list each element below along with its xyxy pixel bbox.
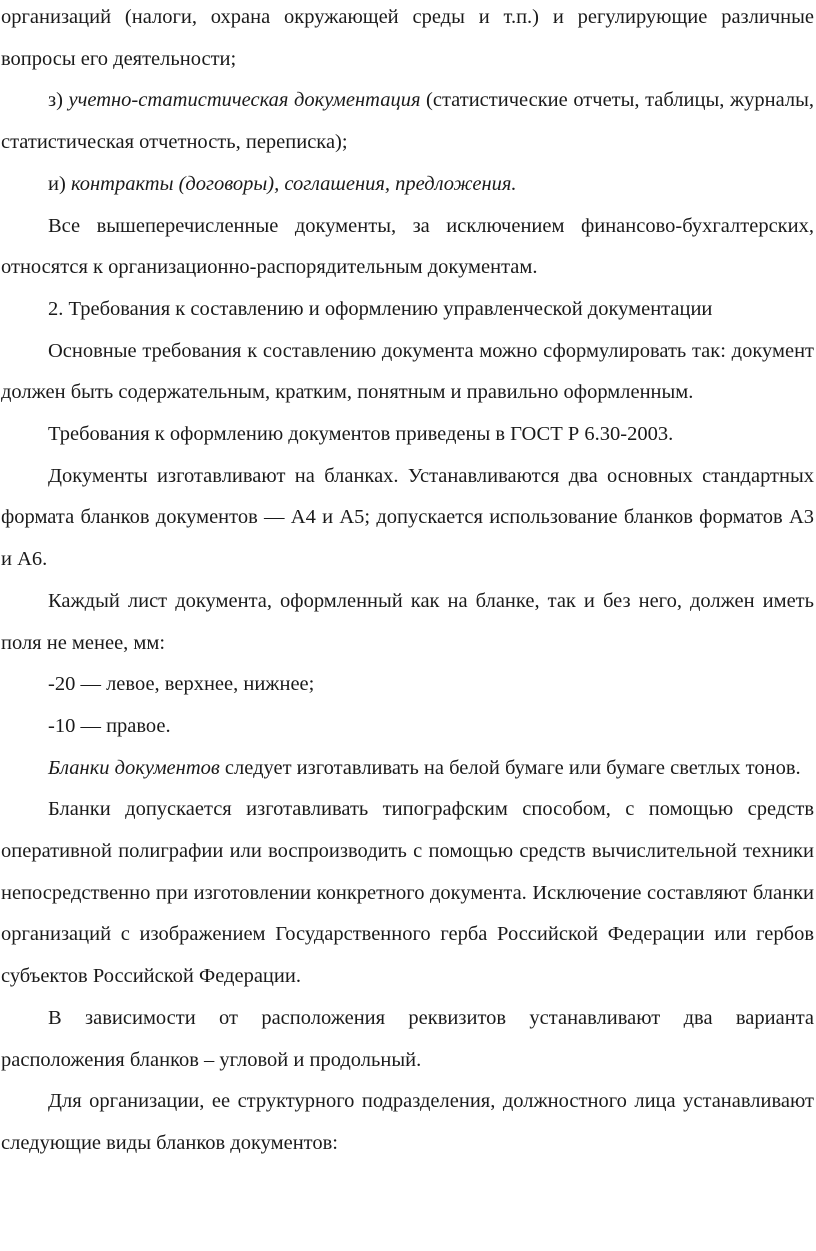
list-item-text: -10 — правое.: [48, 714, 171, 737]
paragraph-text: Бланки допускается изготавливать типографским способом, с помощью средств оперативной полиграфии или воспроизводить с помощью средств вычислительной техники непосредственно при изготовлении конкретного документа. Исключение составляют бланки организаций с изображением Государственного герба Российской Федерации или гербов субъектов Российской Федерации.: [1, 798, 814, 988]
list-item-i-contracts: [1, 164, 814, 206]
list-item-term: контракты (договоры), соглашения, предложения.: [70, 172, 517, 195]
paragraph-text: В зависимости от расположения реквизитов устанавливают два варианта расположения бланков – угловой и продольный.: [1, 1006, 814, 1071]
list-item-term: учетно-статистическая документация: [68, 89, 421, 112]
list-item-margin-right: [1, 706, 814, 748]
paragraph-blank-layout-variants: [1, 998, 814, 1081]
section-heading-text: 2. Требования к составлению и оформлению управленческой документации: [48, 297, 713, 320]
paragraph-text: Каждый лист документа, оформленный как на бланке, так и без него, должен иметь поля не менее, мм:: [1, 589, 814, 654]
paragraph-organizations-taxes: [1, 0, 814, 80]
paragraph-text: Основные требования к составлению документа можно сформулировать так: документ должен быть содержательным, кратким, понятным и правильно оформленным.: [1, 339, 814, 404]
paragraph-page-margins: [1, 581, 814, 664]
list-item-marker: з): [48, 89, 69, 112]
list-item-text: -20 — левое, верхнее, нижнее;: [48, 673, 315, 696]
paragraph-term: Бланки документов: [48, 756, 220, 779]
paragraph-text: Все вышеперечисленные документы, за исключением финансово-бухгалтерских, относятся к организационно-распорядительным документам.: [1, 214, 814, 279]
paragraph-text: Для организации, ее структурного подразделения, должностного лица устанавливают следующие виды бланков документов:: [1, 1090, 814, 1154]
paragraph-text: Документы изготавливают на бланках. Устанавливаются два основных стандартных формата бланков документов — А4 и А5; допускается использование бланков форматов А3 и А6.: [1, 464, 814, 571]
list-item-margin-left-top-bottom: [1, 664, 814, 706]
section-heading-requirements: [1, 289, 814, 331]
paragraph-blank-types: [1, 1081, 814, 1164]
paragraph-gost-reference: [1, 414, 814, 456]
list-item-marker: и): [48, 172, 71, 195]
list-item-z-accounting-statistical: [1, 80, 814, 163]
paragraph-text: организаций (налоги, охрана окружающей среды и т.п.) и регулирующие различные вопросы его деятельности;: [1, 6, 814, 70]
list-item-description: (статистические отчеты, таблицы, журналы, статистическая отчетность, переписка);: [1, 89, 814, 154]
paragraph-all-listed-documents: [1, 206, 814, 289]
paragraph-blank-production: [1, 789, 814, 998]
paragraph-text: Требования к оформлению документов приведены в ГОСТ Р 6.30-2003.: [48, 423, 674, 446]
paragraph-text: следует изготавливать на белой бумаге или бумаге светлых тонов.: [219, 756, 801, 779]
paragraph-blank-paper: [1, 748, 814, 790]
paragraph-basic-requirements: [1, 331, 814, 414]
paragraph-blank-formats: [1, 456, 814, 581]
